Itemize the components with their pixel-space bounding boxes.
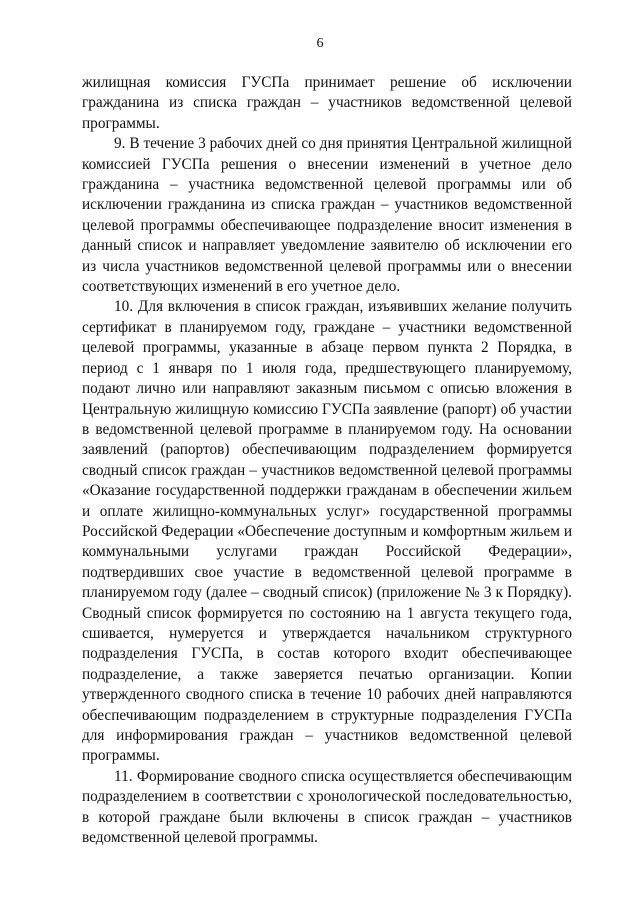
- page-number: 6: [316, 36, 324, 51]
- paragraph-item-11: 11. Формирование сводного списка осуществляется обеспечивающим подразделением в соответствии с хронологической последовательностью, в которой граждане были включены в список граждан – участников ведомственной целевой программы.: [82, 767, 572, 847]
- paragraph-item-10: 10. Для включения в список граждан, изъявивших желание получить сертификат в планируемом году, граждане – участники ведомственной целевой программы, указанные в абзаце первом пункта 2 Порядка, в период с 1 января по 1 июля года, предшествующего планируемому, подают лично или направляют заказным письмом с описью вложения в Центральную жилищную комиссию ГУСПа заявление (рапорт) об участии в ведомственной целевой программе в планируемом году. На основании заявлений (рапортов) обеспечивающим подразделением формируется сводный список граждан – участников ведомственной целевой программы «Оказание государственной поддержки гражданам в обеспечении жильем и оплате жилищно-коммунальных услуг» государственной программы Российской Федерации «Обеспечение доступным и комфортным жильем и коммунальными услугами граждан Российской Федерации», подтвердивших свое участие в ведомственной целевой программе в планируемом году (далее – сводный список) (приложение № 3 к Порядку). Сводный список формируется по состоянию на 1 августа текущего года, сшивается, нумеруется и утверждается начальником структурного подразделения ГУСПа, в состав которого входит обеспечивающее подразделение, а также заверяется печатью организации. Копии утвержденного сводного списка в течение 10 рабочих дней направляются обеспечивающим подразделением в структурные подразделения ГУСПа для информирования граждан – участников ведомственной целевой программы.: [82, 298, 572, 765]
- document-body: [82, 73, 572, 848]
- paragraph-item-9: 9. В течение 3 рабочих дней со дня принятия Центральной жилищной комиссией ГУСПа решения о внесении изменений в учетное дело гражданина – участника ведомственной целевой программы или об исключении гражданина из списка граждан – участников ведомственной целевой программы обеспечивающее подразделение вносит изменения в данный список и направляет уведомление заявителю об исключении его из числа участников ведомственной целевой программы или о внесении соответствующих изменений в его учетное дело.: [82, 135, 572, 296]
- paragraph-continuation: жилищная комиссия ГУСПа принимает решение об исключении гражданина из списка граждан – участников ведомственной целевой программы.: [82, 74, 572, 132]
